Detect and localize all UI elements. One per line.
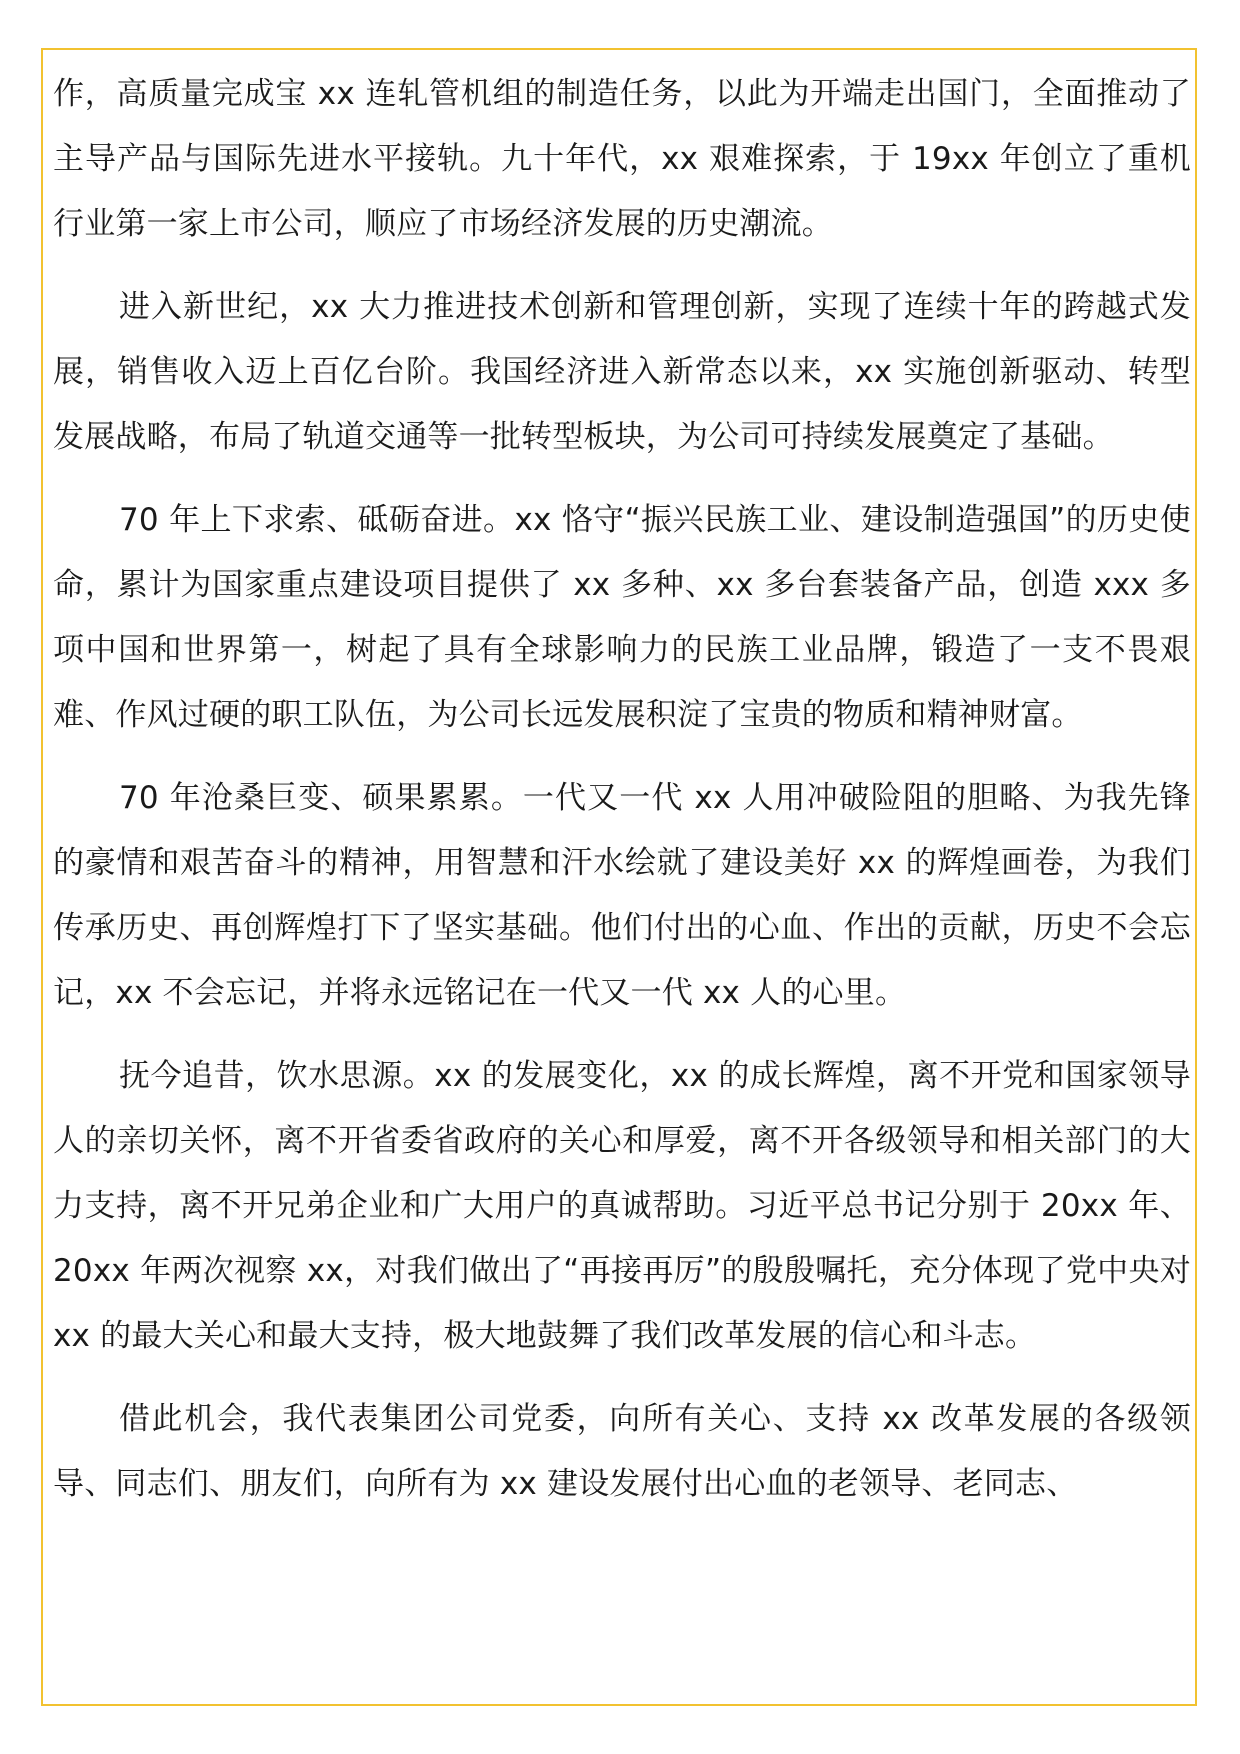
document-body	[53, 62, 1191, 1535]
paragraph-2: 进入新世纪，xx 大力推进技术创新和管理创新，实现了连续十年的跨越式发展，销售收入迈上百亿台阶。我国经济进入新常态以来，xx 实施创新驱动、转型发展战略，布局了轨道交通等一批转型板块，为公司可持续发展奠定了基础。	[53, 289, 1191, 455]
paragraph-1: 作，高质量完成宝 xx 连轧管机组的制造任务，以此为开端走出国门，全面推动了主导产品与国际先进水平接轨。九十年代，xx 艰难探索，于 19xx 年创立了重机行业第一家上市公司，顺应了市场经济发展的历史潮流。	[53, 76, 1191, 242]
paragraph-5: 抚今追昔，饮水思源。xx 的发展变化，xx 的成长辉煌，离不开党和国家领导人的亲切关怀，离不开省委省政府的关心和厚爱，离不开各级领导和相关部门的大力支持，离不开兄弟企业和广大用户的真诚帮助。习近平总书记分别于 20xx 年、20xx 年两次视察 xx，对我们做出了“再接再厉”的殷殷嘱托，充分体现了党中央对 xx 的最大关心和最大支持，极大地鼓舞了我们改革发展的信心和斗志。	[53, 1058, 1191, 1354]
paragraph-3: 70 年上下求索、砥砺奋进。xx 恪守“振兴民族工业、建设制造强国”的历史使命，累计为国家重点建设项目提供了 xx 多种、xx 多台套装备产品，创造 xxx 多项中国和世界第一，树起了具有全球影响力的民族工业品牌，锻造了一支不畏艰难、作风过硬的职工队伍，为公司长远发展积淀了宝贵的物质和精神财富。	[53, 502, 1191, 733]
paragraph-6: 借此机会，我代表集团公司党委，向所有关心、支持 xx 改革发展的各级领导、同志们、朋友们，向所有为 xx 建设发展付出心血的老领导、老同志、	[53, 1401, 1191, 1502]
page-frame	[41, 48, 1197, 1706]
paragraph-4: 70 年沧桑巨变、硕果累累。一代又一代 xx 人用冲破险阻的胆略、为我先锋的豪情和艰苦奋斗的精神，用智慧和汗水绘就了建设美好 xx 的辉煌画卷，为我们传承历史、再创辉煌打下了坚实基础。他们付出的心血、作出的贡献，历史不会忘记，xx 不会忘记，并将永远铭记在一代又一代 xx 人的心里。	[53, 780, 1191, 1011]
